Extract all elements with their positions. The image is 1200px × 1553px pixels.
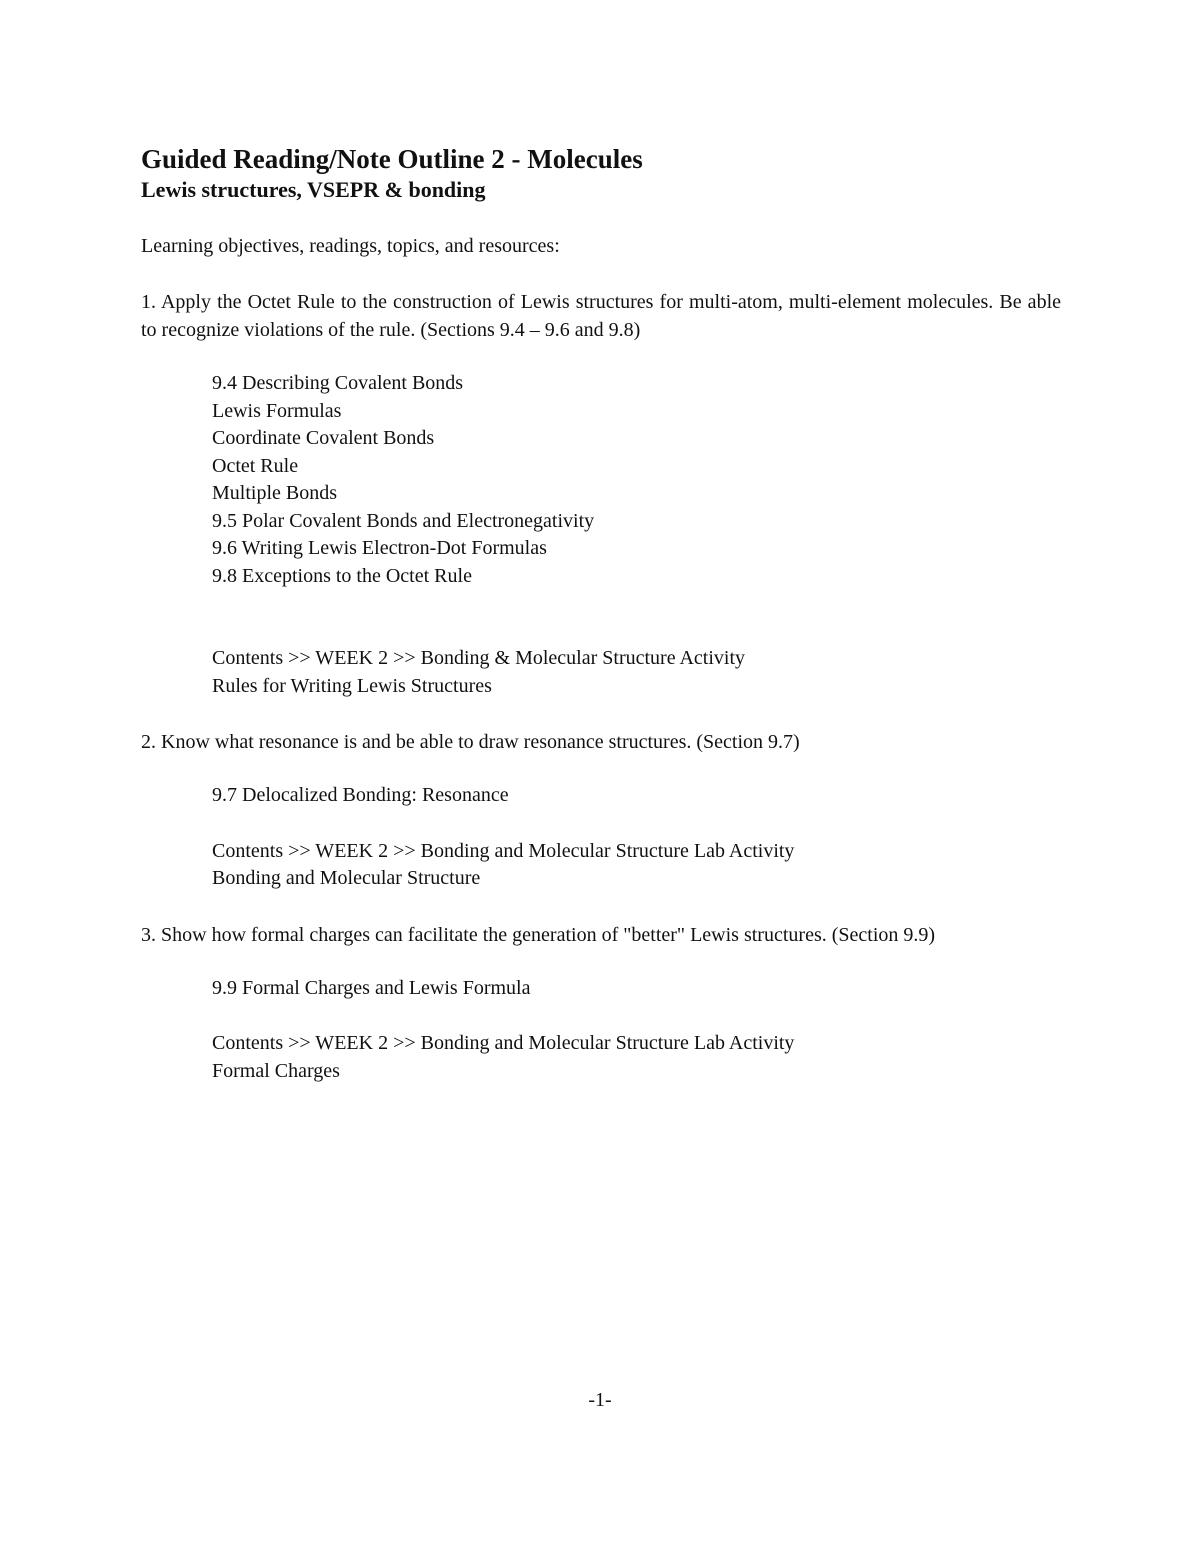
resource-item: Bonding and Molecular Structure (212, 867, 481, 889)
page-subtitle: Lewis structures, VSEPR & bonding (141, 177, 486, 202)
objective-1-resources (212, 645, 1061, 700)
objective-2-readings (212, 782, 1061, 810)
reading-item: 9.6 Writing Lewis Electron-Dot Formulas (212, 537, 547, 559)
objective-3-text: 3. Show how formal charges can facilitate the generation of "better" Lewis structures. (Section 9.9) (141, 923, 936, 946)
reading-item: Multiple Bonds (212, 482, 338, 504)
intro-text: Learning objectives, readings, topics, and resources: (141, 235, 560, 257)
page-title: Guided Reading/Note Outline 2 - Molecules (141, 144, 643, 174)
resource-item: Rules for Writing Lewis Structures (212, 674, 492, 697)
reading-item: Lewis Formulas (212, 399, 342, 422)
resource-path: Contents >> WEEK 2 >> Bonding and Molecular Structure Lab Activity (212, 839, 795, 862)
objective-3-resources (212, 1030, 1061, 1085)
reading-item: 9.7 Delocalized Bonding: Resonance (212, 784, 509, 806)
objective-1-readings (212, 370, 1061, 590)
objective-1-text: 1. Apply the Octet Rule to the construction of Lewis structures for multi-atom, multi-element molecules. Be able to recognize violations of the rule. (Sections 9.4 – 9.6 and 9.8) (141, 291, 1061, 341)
reading-item: 9.4 Describing Covalent Bonds (212, 372, 464, 394)
reading-item: Coordinate Covalent Bonds (212, 427, 435, 449)
reading-item: Octet Rule (212, 454, 299, 477)
objective-2-resources (212, 838, 1061, 893)
resource-path: Contents >> WEEK 2 >> Bonding and Molecular Structure Lab Activity (212, 1032, 795, 1054)
resource-path: Contents >> WEEK 2 >> Bonding & Molecular Structure Activity (212, 647, 746, 669)
document-content (141, 142, 1061, 1085)
reading-item: 9.9 Formal Charges and Lewis Formula (212, 976, 531, 999)
reading-item: 9.8 Exceptions to the Octet Rule (212, 564, 472, 587)
resource-item: Formal Charges (212, 1059, 340, 1082)
objective-2-text: 2. Know what resonance is and be able to draw resonance structures. (Section 9.7) (141, 731, 800, 753)
objective-3-readings (212, 975, 1061, 1003)
reading-item: 9.5 Polar Covalent Bonds and Electronegativity (212, 509, 595, 532)
page-number: -1- (588, 1389, 612, 1411)
